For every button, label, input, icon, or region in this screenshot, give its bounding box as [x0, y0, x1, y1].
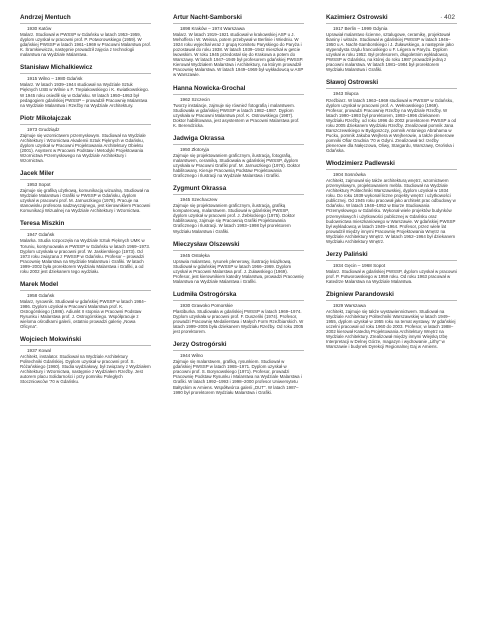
entry-biography-text: Tworzy instalacje, zajmuje się również fotografią i malarstwem. Studiowała w gdańskiej PWSSP w latach 1982–1987. Dyplom uzyskała w Pracowni Malarstwa prof. K. Ostrowskiego (1987). Doktor habilitowana, jest asystentem w Pracowni Malarstwa prof. K. Berendzicka.: [173, 102, 300, 128]
biography-entry: [173, 341, 304, 394]
entry-name: Kazimierz Ostrowski: [326, 14, 457, 24]
biography-column-middle: [173, 14, 304, 402]
entry-dates-place: 1917 Berlin – 1999 Gdynia: [333, 26, 388, 31]
biography-entry: [20, 64, 151, 107]
entry-name: Jacek Miler: [20, 170, 151, 180]
biography-entry: [20, 14, 151, 57]
entry-dates-place: 1904 Sosnówka: [333, 172, 366, 178]
entry-biography-text: Uprawia malarstwo, rysunek plenerowy, ilustrację książkową. Studiował w gdańskiej PWSSP w latach 1966–1969. Dyplom uzyskał w Pracowni Malarstwa prof. J. Żuławskiego (1969). Profesor, jest kierownikiem katedry Malarstwa, prowadzi Pracownię Malarstwa na Wydziale Malarstwa i Grafiki.: [173, 258, 304, 284]
entry-dates-place: 1944 Wilno: [180, 353, 203, 359]
entry-name: Jerzy Paliński: [326, 251, 457, 261]
entry-biography-text: Malarz, rysownik. Studiował w gdańskiej PWSSP w latach 1984–1986. Dyplom uzyskał w Pracowni Malarstwa prof. K. Ostrogórskiego (1986). Adiunkt II stopnia w Pracowni Podstaw Rysunku i Malarstwa prof. J. Ostrogórskiego. Współpracuje z wieloma ośrodkami galerii, ostatnio prowadzi galerię „Nowa Oficyna”.: [20, 298, 147, 330]
page-number: · 402: [440, 14, 455, 21]
entry-name: Wojciech Mokwiński: [20, 336, 151, 346]
entry-dates-place: 1915 Wilno – 1980 Gdańsk: [27, 76, 83, 82]
entry-dates-place: 1930 Katów: [27, 26, 52, 31]
biography-entry: [173, 85, 304, 128]
entry-dates-place: 1930 Grawoko Pomorskie: [180, 302, 233, 308]
entry-name: Zygmunt Okrassa: [173, 185, 304, 195]
entry-dates-place: 1943 Słupca: [333, 91, 359, 97]
entry-name: Ludmiła Ostrogórska: [173, 291, 304, 301]
biography-entry: [20, 170, 151, 213]
biography-entry: [173, 14, 304, 78]
entry-name: Mieczysław Olszewski: [173, 241, 304, 251]
entry-name: Zbigniew Parandowski: [326, 291, 457, 301]
biography-entry: [20, 336, 151, 384]
entry-name: Sławoj Ostrowski: [326, 79, 457, 89]
entry-dates-place: 1945 Ostołęka: [180, 252, 210, 258]
entry-name: Jadwiga Okrassa: [173, 135, 304, 145]
entry-dates-place: 1958 Gdańsk: [27, 292, 55, 298]
entry-biography-text: Malarka. Studia rozpoczęła na Wydziale Sztuk Pięknych UMK w Toruniu, kontynuowała w PWSSP w Gdańsku w latach 1969–1973. Dyplom uzyskała w pracowni prof. W. Jaskierskiego (1973). Od 1973 roku związana z PWSSP w Gdańsku. Profesor – prowadzi Pracownię Malarstwa na Wydziale Malarstwa i Grafiki. W latach 1999–2002 była prorektorem Wydziału Malarstwa i Grafiki, a od roku 2002 jest dziekanem tego wydziału.: [20, 238, 151, 274]
entry-biography-text: Malarz. W latach 1939–1944 studiował na Wydziale Sztuk Pięknych USB w Wilnie u F. Trepiakowskiego i K. Kwiatkowskiego. W 1945 roku osiedlił się w Gdańsku. W latach 1950–1953 był pedagogiem gdańskiej PWSSP – prowadził Pracownię Malarstwa na Wydziale Malarstwa i Rzeźby na Wydziale Architektury.: [20, 82, 150, 108]
entry-dates-place: 1945 Szechaczew: [180, 197, 218, 203]
entry-biography-text: Malarz. W latach 1919–1921 studiował w krakowskiej ASP u J. Mehoffera i W. Weissa, potem przebywał w Berlinie i Wiedniu. W 1924 roku wyjechał wraz z grupą Komitetu Paryskiego do Paryża i pozostawał do roku 1938. W latach 1939–1942 mieszkał w getcie lwowskim. W roku 1945 przedostał się do Krakowa a potem do Warszawy. W latach 1947–1949 był profesorem gdańskiej PWSSP. Kierował Wydziałem Malarstwa i Architektury, na którym prowadził Pracownię Malarstwa. W latach 1949–1969 był wykładowcą w ASP w Warszawie.: [173, 32, 304, 78]
biography-column-right: [326, 14, 457, 356]
entry-name: Stanisław Michalkiewicz: [20, 64, 151, 74]
biography-entry: [173, 241, 304, 284]
biography-entry: [20, 281, 151, 329]
entry-dates-place: 1950 Złotoryja: [180, 146, 210, 152]
entry-dates-place: 1973 Grudziądz: [27, 126, 60, 132]
biography-entry: [326, 251, 457, 284]
entry-biography-text: Zajmuje się wzornictwem przemysłowym. Studiował na Wydziale Architektury i Wzornictwa Akademii Sztuk Pięknych w Gdańsku, dyplom uzyskał w Pracowni Projektowania Architektury Obiektu (2001). Asystent w Pracowni Podstaw i Metodyki Projektowania Wzornictwa Przemysłowego na Wydziale Architektury i Wzornictwa.: [20, 132, 146, 163]
biography-entry: [173, 135, 304, 178]
entry-name: Włodzimierz Padlewski: [326, 160, 457, 170]
entry-biography-text: Zajmuje się malarstwem, grafiką, rysunkiem. Studiował w gdańskiej PWSSP w latach 1965–1971. Dyplom uzyskał w pracowni prof. S. Borysowskiego (1971). Profesor, prowadzi Pracownię Podstaw Rysunku i Malarstwa na Wydziale Malarstwa i Grafiki. W latach 1992–1993 i 1998–2000 profesor Uniwersytetu Bałtyckim w Amiens. Współtwórca galerii „DUT”. W latach 1987–1990 był prorektorem Wydziału Malarstwa i Grafiki.: [173, 359, 302, 395]
entry-biography-text: Malarz. Studiował w gdańskiej PWSSP, dyplom uzyskał w pracowni prof. P. Potworowskiego w 1959 roku. Od roku 1963 pracował w Katedrze Malarstwa na Wydziale Malarstwa.: [326, 268, 457, 284]
entry-biography-text: Plastiburka. Studiowała w gdańskiej PWSSP w latach 1969–1974. Dyplom uzyskała w pracowni prof. F. Duszeńki (1974). Profesor, prowadzi Pracownię Medalierstwa i Małych Form Rzeźbiarskich. W latach 1999–2005 była dziekanem Wydziału Rzeźby. Od roku 2005 jest prorektorem.: [173, 308, 304, 335]
entry-biography-text: Architekt, instalator. Studiował na Wydziale Architektury Politechniki Gdańskiej. Dyplom uzyskał w pracowni prof. S. Różańskiego (1960). Studia wydziałowy, był związany z Wydziałem Architektury i Wzornictwa, następnie z Wydziałem Rzeźby. Jest autorem placu Solidarności i przy pomniku Poległych Stoczniowców '70 w Gdańsku.: [20, 354, 151, 385]
biography-entry: [326, 79, 457, 153]
entry-dates-place: 1953 Sopot: [27, 182, 51, 188]
entry-biography-text: Rzeźbiarz. W latach 1963–1969 studiował w PWSSP w Gdańsku, dyplom uzyskał w pracowni prof. A. Wełnowskiego (1969). Profesor, prowadzi Pracownię Rzeźby na Wydziale Rzeźby. W latach 1990–1993 był prorektorem, 1993–1996 dziekanem Wydziału Rzeźby, od roku 1996 do 2002 prorektorem PWSSP a od roku 2005 dziekanem Wydziału Rzeźby. Zrealizował pomnik Jana Barszczewskiego w Bydgoszczy, pomnik Antoniego Abrahama w Pucku, pomnik Jakuba Wejhera w Wejherowie, a także plenerowe pomniki Ofiar Grudnia '70 w Gdyni. Zrealizował też rzeźby plenerowe dla Nałęczowa, Oliwy, Stargardu, Warszawy, Orońska i Gdańska.: [326, 97, 457, 154]
biography-entry: [20, 115, 151, 163]
entry-dates-place: 1898 Kraków – 1974 Warszawa: [180, 26, 245, 31]
biography-entry: [326, 14, 457, 72]
entry-dates-place: 1929 Warszawa: [333, 303, 366, 309]
biography-entry: [20, 220, 151, 273]
biography-entry: [326, 291, 457, 349]
entry-biography-text: Uprawiał malarstwo ścienne, sztalugowe, ceramikę, projektował tkaniny i witraże. Studiował w gdańskiej PWSSP w latach 1946–1950 u A. Nacht-Samborskiego i J. Żuławskiego, a następnie jako stypendysta rządu francuskiego u F. Légera w Paryżu. Dyplom uzyskał w roku 1952. Był profesorem, długoletnim wykładowcą PWSSP w Gdańsku, na której do roku 1987 prowadził jedną z pracowni malarstwa. W latach 1981–1984 był prorektorem Wydziału Malarstwa i Grafiki.: [326, 32, 454, 73]
entry-name: Piotr Mikołajczak: [20, 115, 151, 125]
entry-biography-text: Zajmuje się grafiką użytkową, komunikacją wizualną. Studiował na Wydziale Malarstwa i Grafiki w PWSSP w Gdańsku, dyplom uzyskał w pracowni prof. M. Jarnuszkiego (1978). Pracuje na stanowisku profesora nadzwyczajnego, jest kierownikiem Pracowni Komunikacji Wizualnej na Wydziale Architektury i Wzornictwa.: [20, 188, 151, 214]
entry-biography-text: Architekt, zajmował się także architekturą wnętrz, wzornictwem przemysłowym, projektowaniem mebla. Studiował na Wydziale Architektury Politechniki Warszawskiej, dyplom uzyskał w 1934 roku. Do roku 1939 wykonał liczne projekty wnętrz i użytkowości publicznej. Od 1945 roku pracował jako architekt prac odbudowy w Gdańsku. W latach 1948–1952 w Biurze Studiowania Przemysłowego w Gdańsku. Wykonał wiele projektów budynków przemysłowych i użytkowości publicznej w Gdańsku oraz budownictwa mieszkaniowego w Warszawie. W gdańskiej PWSSP był wykładowcą w latach 1949–1964. Profesor, przez wiele lat prowadził między innymi Pracownię Projektowania Wnętrz na Wydziale Architektury Wnętrz. W latach 1962–1964 był dziekanem Wydziału Architektury Wnętrz.: [326, 178, 456, 244]
entry-dates-place: 1947 Gdańsk: [27, 232, 55, 238]
entry-dates-place: 1937 Kowal: [27, 348, 52, 354]
entry-name: Hanna Nowicka-Grochal: [173, 85, 304, 95]
biography-column-left: [20, 14, 151, 392]
entry-name: Artur Nacht-Samborski: [173, 14, 304, 24]
entry-biography-text: Architekt, zajmuje się także wystawiennictwem. Studiował na Wydziale Architektury Politechniki Warszawskiej w latach 1949–1955, dyplom uzyskał w 1955 roku na temat wystawy. W gdańskiej uczelni pracował od roku 1960 do 2003. Profesor, w latach 1988–2002 kierował Katedrą Projektowania Architektury Wnętrz na Wydziale Architektury. Zrealizował między innymi Wiejską Izbę Interpretacji w Delnej Górze, magazyn i wydrowanie „Lithy” w Warszawie i budynek Dyrekcji Regionalnej Gaj w Amiens.: [326, 309, 456, 350]
biography-entry: [173, 185, 304, 233]
entry-dates-place: 1934 Gęcin – 1968 Sopot: [333, 262, 386, 268]
entry-biography-text: Zajmuje się projektowaniem graficznym, ilustracją, grafiką komputerową, malarstwem. Studiował w gdańskiej PWSSP, dyplom uzyskał w pracowni prof. J. Żebłockiego (1975). Doktor habilitowany, zajmuje się Pracownią Grafiki Projektowania Graficznego i Ilustracji. W latach 1993–1998 był prorektorem Wydziału Malarstwa i Grafiki.: [173, 203, 296, 234]
biography-entry: [326, 160, 457, 244]
entry-biography-text: Malarz. Studiował w PWSSP w Gdańsku w latach 1953–1959, dyplom uzyskał w pracowni prof. P. Potworowskiego (1959). W gdańskiej PWSSP w latach 1961–1969 w Pracowni Malarstwa prof. K. Śramkiewicza, następnie prowadził zajęcia z technologii malarstwa na Wydziale Malarstwa.: [20, 32, 151, 58]
entry-name: Teresa Miszkin: [20, 220, 151, 230]
entry-dates-place: 1962 Szczecin: [180, 96, 210, 102]
entry-name: Jerzy Ostrogórski: [173, 341, 304, 351]
entry-name: Andrzej Mentuch: [20, 14, 151, 24]
entry-biography-text: Zajmuje się projektowaniem graficznym, ilustracją, fotografią, malarstwem, ceramiką. Studiowała w gdańskiej PWSSP, dyplom uzyskała w Pracowni Grafiki prof. M. Jarnuszkiego (1976). Doktor habilitowany. Kieruje Pracownią Podstaw Projektowania Graficznego i Ilustracji na Wydziale Malarstwa i Grafiki.: [173, 152, 301, 179]
entry-name: Marek Model: [20, 281, 151, 291]
biography-entry: [173, 291, 304, 334]
